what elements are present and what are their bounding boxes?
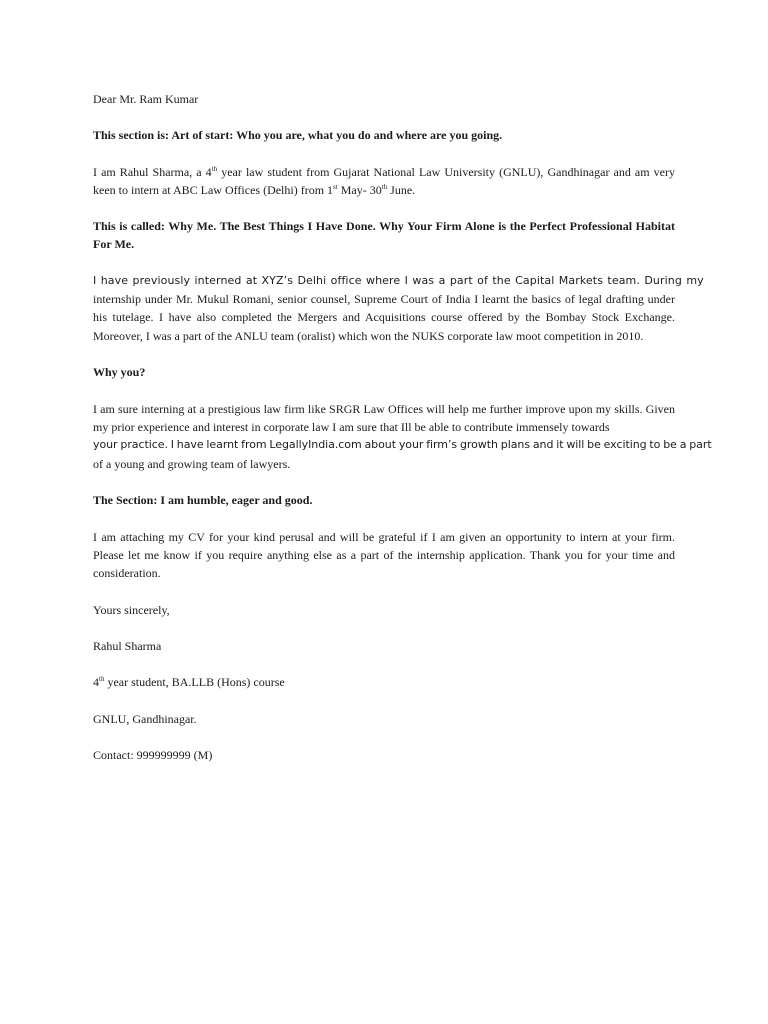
why-you-text-2: your practice. I have learnt from LegallyIndia.com about your firm’s growth plans and it will be exciting to be a part [93,438,712,452]
section-heading-humble: The Section: I am humble, eager and good. [93,493,313,507]
institution-line: GNLU, Gandhinagar. [93,712,197,726]
intro-text-4: June. [387,183,416,198]
why-you-text-3: of a young and growing team of lawyers. [93,456,291,471]
intro-sup-2: st [333,183,338,192]
course-text: year student, BA.LLB (Hons) course [104,675,285,689]
closing-paragraph: I am attaching my CV for your kind perusal and will be grateful if I am given an opportunity to intern at your firm. Please let me know if you require anything else as a part of the internship application. Thank you for your time and consideration. [93,530,675,581]
why-you-paragraph [93,400,712,473]
intro-sup-1: th [211,165,218,173]
salutation: Dear Mr. Ram Kumar [93,92,199,106]
valediction: Yours sincerely, [93,603,170,617]
course-number: 4 [93,675,99,689]
intro-text-3: May- 30 [337,183,382,198]
intro-text-2: year law student from Gujarat National Law University (GNLU), Gandhinagar and am very keen to intern at ABC Law Offices (Delhi) from 1 [93,165,675,198]
intro-sup-3: th [381,183,388,192]
signature-name: Rahul Sharma [93,639,162,653]
course-sup: th [99,675,105,683]
intro-text-1: I am Rahul Sharma, a 4 [93,165,212,179]
why-you-text-1: I am sure interning at a prestigious law firm like SRGR Law Offices will help me further improve upon my skills. Given my prior experience and interest in corporate law I am sure that Ill be able to contribute immensely towards [93,402,675,435]
section-heading-why-me: This is called: Why Me. The Best Things I Have Done. Why Your Firm Alone is the Perfect Professional Habitat For Me. [93,219,675,252]
experience-line-1: I have previously interned at XYZ’s Delhi office where I was a part of the Capital Markets team. During my [93,274,704,287]
experience-text: internship under Mr. Mukul Romani, senior counsel, Supreme Court of India I learnt the basics of legal drafting under his tutelage. I have also completed the Mergers and Acquisitions course offered by the Bombay Stock Exchange. Moreover, I was a part of the ANLU team (oralist) which won the NUKS corporate law moot competition in 2010. [93,292,675,343]
experience-paragraph [93,272,704,345]
course-line [93,673,675,691]
section-heading-why-you: Why you? [93,365,146,379]
section-heading-art-of-start: This section is: Art of start: Who you are, what you do and where are you going. [93,128,503,142]
contact-line: Contact: 999999999 (M) [93,748,213,762]
intro-paragraph [93,163,675,199]
